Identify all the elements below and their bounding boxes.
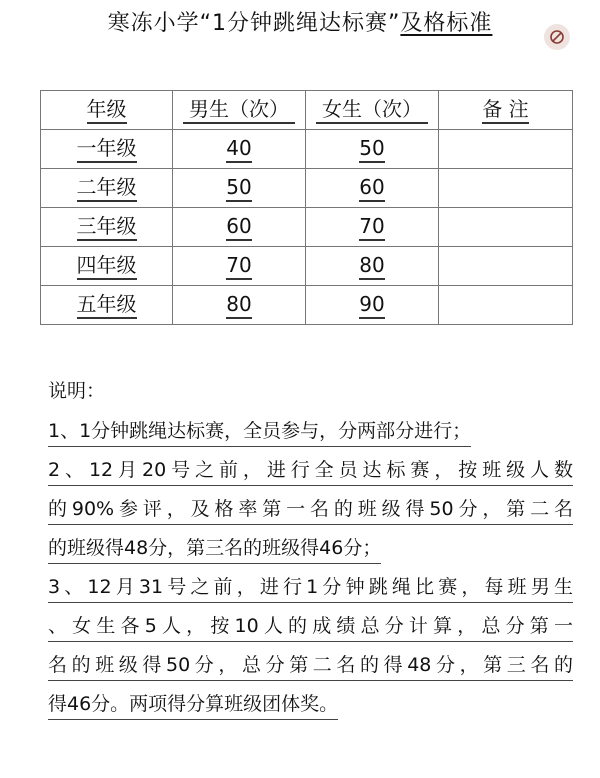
header-remarks-label: 备 注: [482, 96, 528, 124]
boys-value: 80: [226, 291, 252, 319]
table-row: [41, 169, 573, 208]
girls-value: 70: [359, 213, 385, 241]
cell-remarks: [439, 169, 573, 208]
edit-stamp-icon[interactable]: [544, 24, 570, 50]
girls-value: 80: [359, 252, 385, 280]
edit-stamp-glyph: [549, 29, 565, 45]
cell-grade: [41, 208, 173, 247]
header-boys-label: 男生（次）: [183, 96, 295, 124]
cell-girls: [306, 130, 439, 169]
boys-value: 40: [226, 135, 252, 163]
header-girls: [306, 91, 439, 130]
standards-table: [40, 90, 573, 325]
cell-grade: [41, 247, 173, 286]
header-girls-label: 女生（次）: [316, 96, 428, 124]
cell-boys: [173, 286, 306, 325]
girls-value: 60: [359, 174, 385, 202]
note-line: 的班级得48分，第三名的班级得46分；: [48, 533, 381, 564]
notes-section: [48, 374, 573, 720]
note-line: 1、1分钟跳绳达标赛，全员参与，分两部分进行；: [48, 416, 471, 447]
cell-boys: [173, 130, 306, 169]
cell-girls: [306, 208, 439, 247]
grade-label: 五年级: [77, 291, 137, 319]
cell-grade: [41, 130, 173, 169]
cell-girls: [306, 169, 439, 208]
header-boys: [173, 91, 306, 130]
cell-grade: [41, 169, 173, 208]
cell-girls: [306, 286, 439, 325]
title-main: 寒冻小学“1分钟跳绳达标赛”: [107, 11, 401, 36]
note-line: 的90%参评，及格率第一名的班级得50分，第二名: [48, 494, 573, 525]
table-row: [41, 208, 573, 247]
girls-value: 90: [359, 291, 385, 319]
grade-label: 二年级: [77, 174, 137, 202]
header-grade-label: 年级: [87, 96, 127, 124]
cell-girls: [306, 247, 439, 286]
grade-label: 三年级: [77, 213, 137, 241]
page-title: [0, 6, 600, 42]
notes-heading: 说明：: [48, 380, 106, 402]
note-line: 名的班级得50分，总分第二名的得48分，第三名的: [48, 650, 573, 681]
cell-boys: [173, 208, 306, 247]
boys-value: 60: [226, 213, 252, 241]
table-row: [41, 247, 573, 286]
table-row: [41, 286, 573, 325]
table-row: [41, 130, 573, 169]
cell-remarks: [439, 247, 573, 286]
note-line: 3、12月31号之前，进行1分钟跳绳比赛，每班男生: [48, 572, 573, 603]
cell-grade: [41, 286, 173, 325]
boys-value: 70: [226, 252, 252, 280]
cell-remarks: [439, 286, 573, 325]
girls-value: 50: [359, 135, 385, 163]
header-remarks: [439, 91, 573, 130]
cell-remarks: [439, 208, 573, 247]
title-underlined: 及格标准: [400, 11, 493, 36]
grade-label: 一年级: [77, 135, 137, 163]
header-grade: [41, 91, 173, 130]
cell-boys: [173, 247, 306, 286]
grade-label: 四年级: [77, 252, 137, 280]
boys-value: 50: [226, 174, 252, 202]
cell-boys: [173, 169, 306, 208]
note-line: 、女生各5人，按10人的成绩总分计算，总分第一: [48, 611, 573, 642]
note-line: 2、12月20号之前，进行全员达标赛，按班级人数: [48, 455, 573, 486]
note-line: 得46分。两项得分算班级团体奖。: [48, 689, 338, 720]
cell-remarks: [439, 130, 573, 169]
table-header-row: [41, 91, 573, 130]
